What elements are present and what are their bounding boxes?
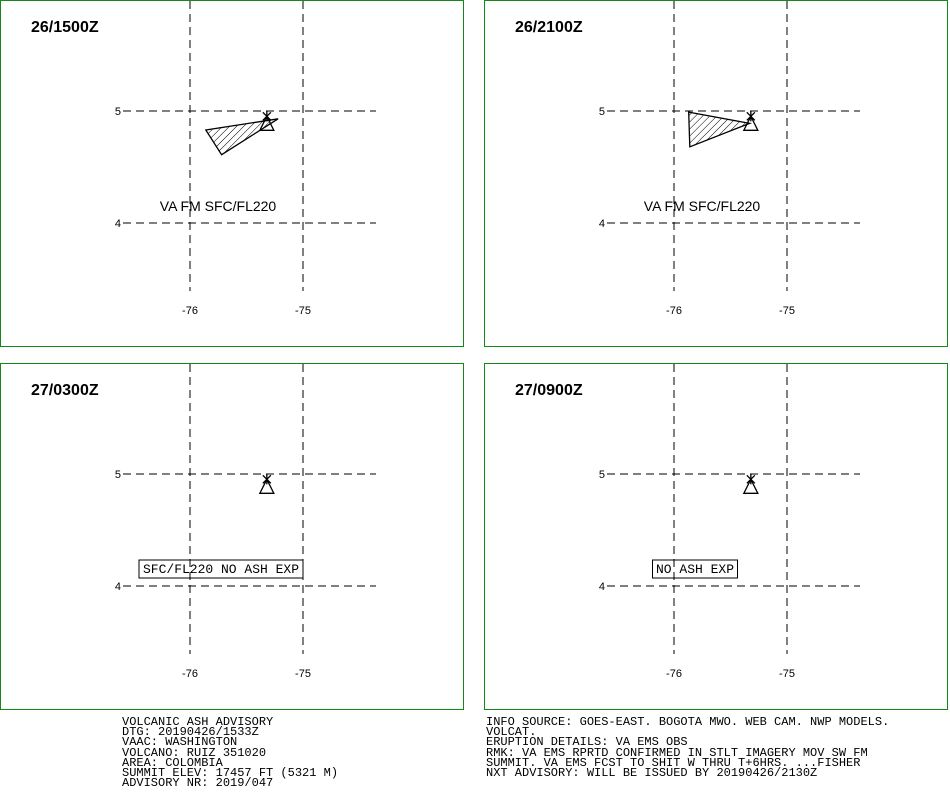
- map-plot: [485, 1, 949, 348]
- lon-tick-label: -76: [182, 668, 198, 680]
- advisory-left-line: SUMMIT ELEV: 17457 FT (5321 M): [122, 765, 339, 780]
- advisory-right-line: NXT ADVISORY: WILL BE ISSUED BY 20190426/2130Z: [486, 765, 818, 780]
- lon-tick-label: -75: [779, 305, 795, 317]
- panel-time-label: 27/0900Z: [515, 382, 583, 399]
- forecast-panel-2: [484, 0, 948, 347]
- advisory-right-line: RMK: VA EMS RPRTD CONFIRMED IN STLT IMAGERY MOV SW FM: [486, 745, 868, 760]
- no-ash-label: NO ASH EXP: [655, 562, 735, 577]
- advisory-left-line: VOLCANIC ASH ADVISORY: [122, 715, 274, 729]
- ash-cloud-polygon: [689, 112, 750, 147]
- lat-tick-label: 5: [598, 469, 605, 481]
- map-plot: [485, 364, 949, 711]
- advisory-left-line: ADVISORY NR: 2019/047: [122, 776, 274, 791]
- no-ash-label: SFC/FL220 NO ASH EXP: [142, 562, 300, 577]
- advisory-left-line: VOLCANO: RUIZ 351020: [122, 745, 267, 760]
- eruption-star-icon: [747, 474, 755, 484]
- advisory-right-line: INFO SOURCE: GOES-EAST. BOGOTA MWO. WEB CAM. NWP MODELS.: [486, 715, 890, 729]
- map-plot: [1, 364, 465, 711]
- advisory-left-line: AREA: COLOMBIA: [122, 755, 223, 770]
- advisory-left-line: DTG: 20190426/1533Z: [122, 725, 259, 740]
- va-level-label: VA FM SFC/FL220: [159, 198, 277, 214]
- advisory-right-line: ERUPTION DETAILS: VA EMS OBS: [486, 735, 688, 750]
- eruption-star-icon: [747, 111, 755, 121]
- advisory-info-right: [486, 717, 889, 778]
- lon-tick-label: -75: [779, 668, 795, 680]
- lat-tick-label: 4: [114, 218, 121, 230]
- lat-tick-label: 5: [598, 106, 605, 118]
- eruption-star-icon: [263, 474, 271, 484]
- lon-tick-label: -76: [666, 668, 682, 680]
- advisory-info-left: [122, 715, 339, 791]
- lon-tick-label: -75: [295, 305, 311, 317]
- advisory-right-line: SUMMIT. VA EMS FCST TO SHIT W THRU T+6HRS. ...FISHER: [486, 755, 861, 770]
- lat-tick-label: 5: [114, 469, 121, 481]
- va-level-label: VA FM SFC/FL220: [643, 198, 761, 214]
- map-plot: [1, 1, 465, 348]
- panel-time-label: 26/2100Z: [515, 19, 583, 36]
- lat-tick-label: 4: [598, 581, 605, 593]
- advisory-right-line: VOLCAT.: [486, 725, 537, 740]
- eruption-star-icon: [263, 111, 271, 121]
- forecast-panel-1: [0, 0, 464, 347]
- lat-tick-label: 4: [114, 581, 121, 593]
- lon-tick-label: -76: [666, 305, 682, 317]
- forecast-panel-3: [0, 363, 464, 710]
- lon-tick-label: -75: [295, 668, 311, 680]
- advisory-left-line: VAAC: WASHINGTON: [122, 735, 238, 750]
- panel-time-label: 26/1500Z: [31, 19, 99, 36]
- ash-cloud-polygon: [206, 119, 278, 155]
- forecast-panel-4: [484, 363, 948, 710]
- panel-time-label: 27/0300Z: [31, 382, 99, 399]
- lat-tick-label: 4: [598, 218, 605, 230]
- lat-tick-label: 5: [114, 106, 121, 118]
- lon-tick-label: -76: [182, 305, 198, 317]
